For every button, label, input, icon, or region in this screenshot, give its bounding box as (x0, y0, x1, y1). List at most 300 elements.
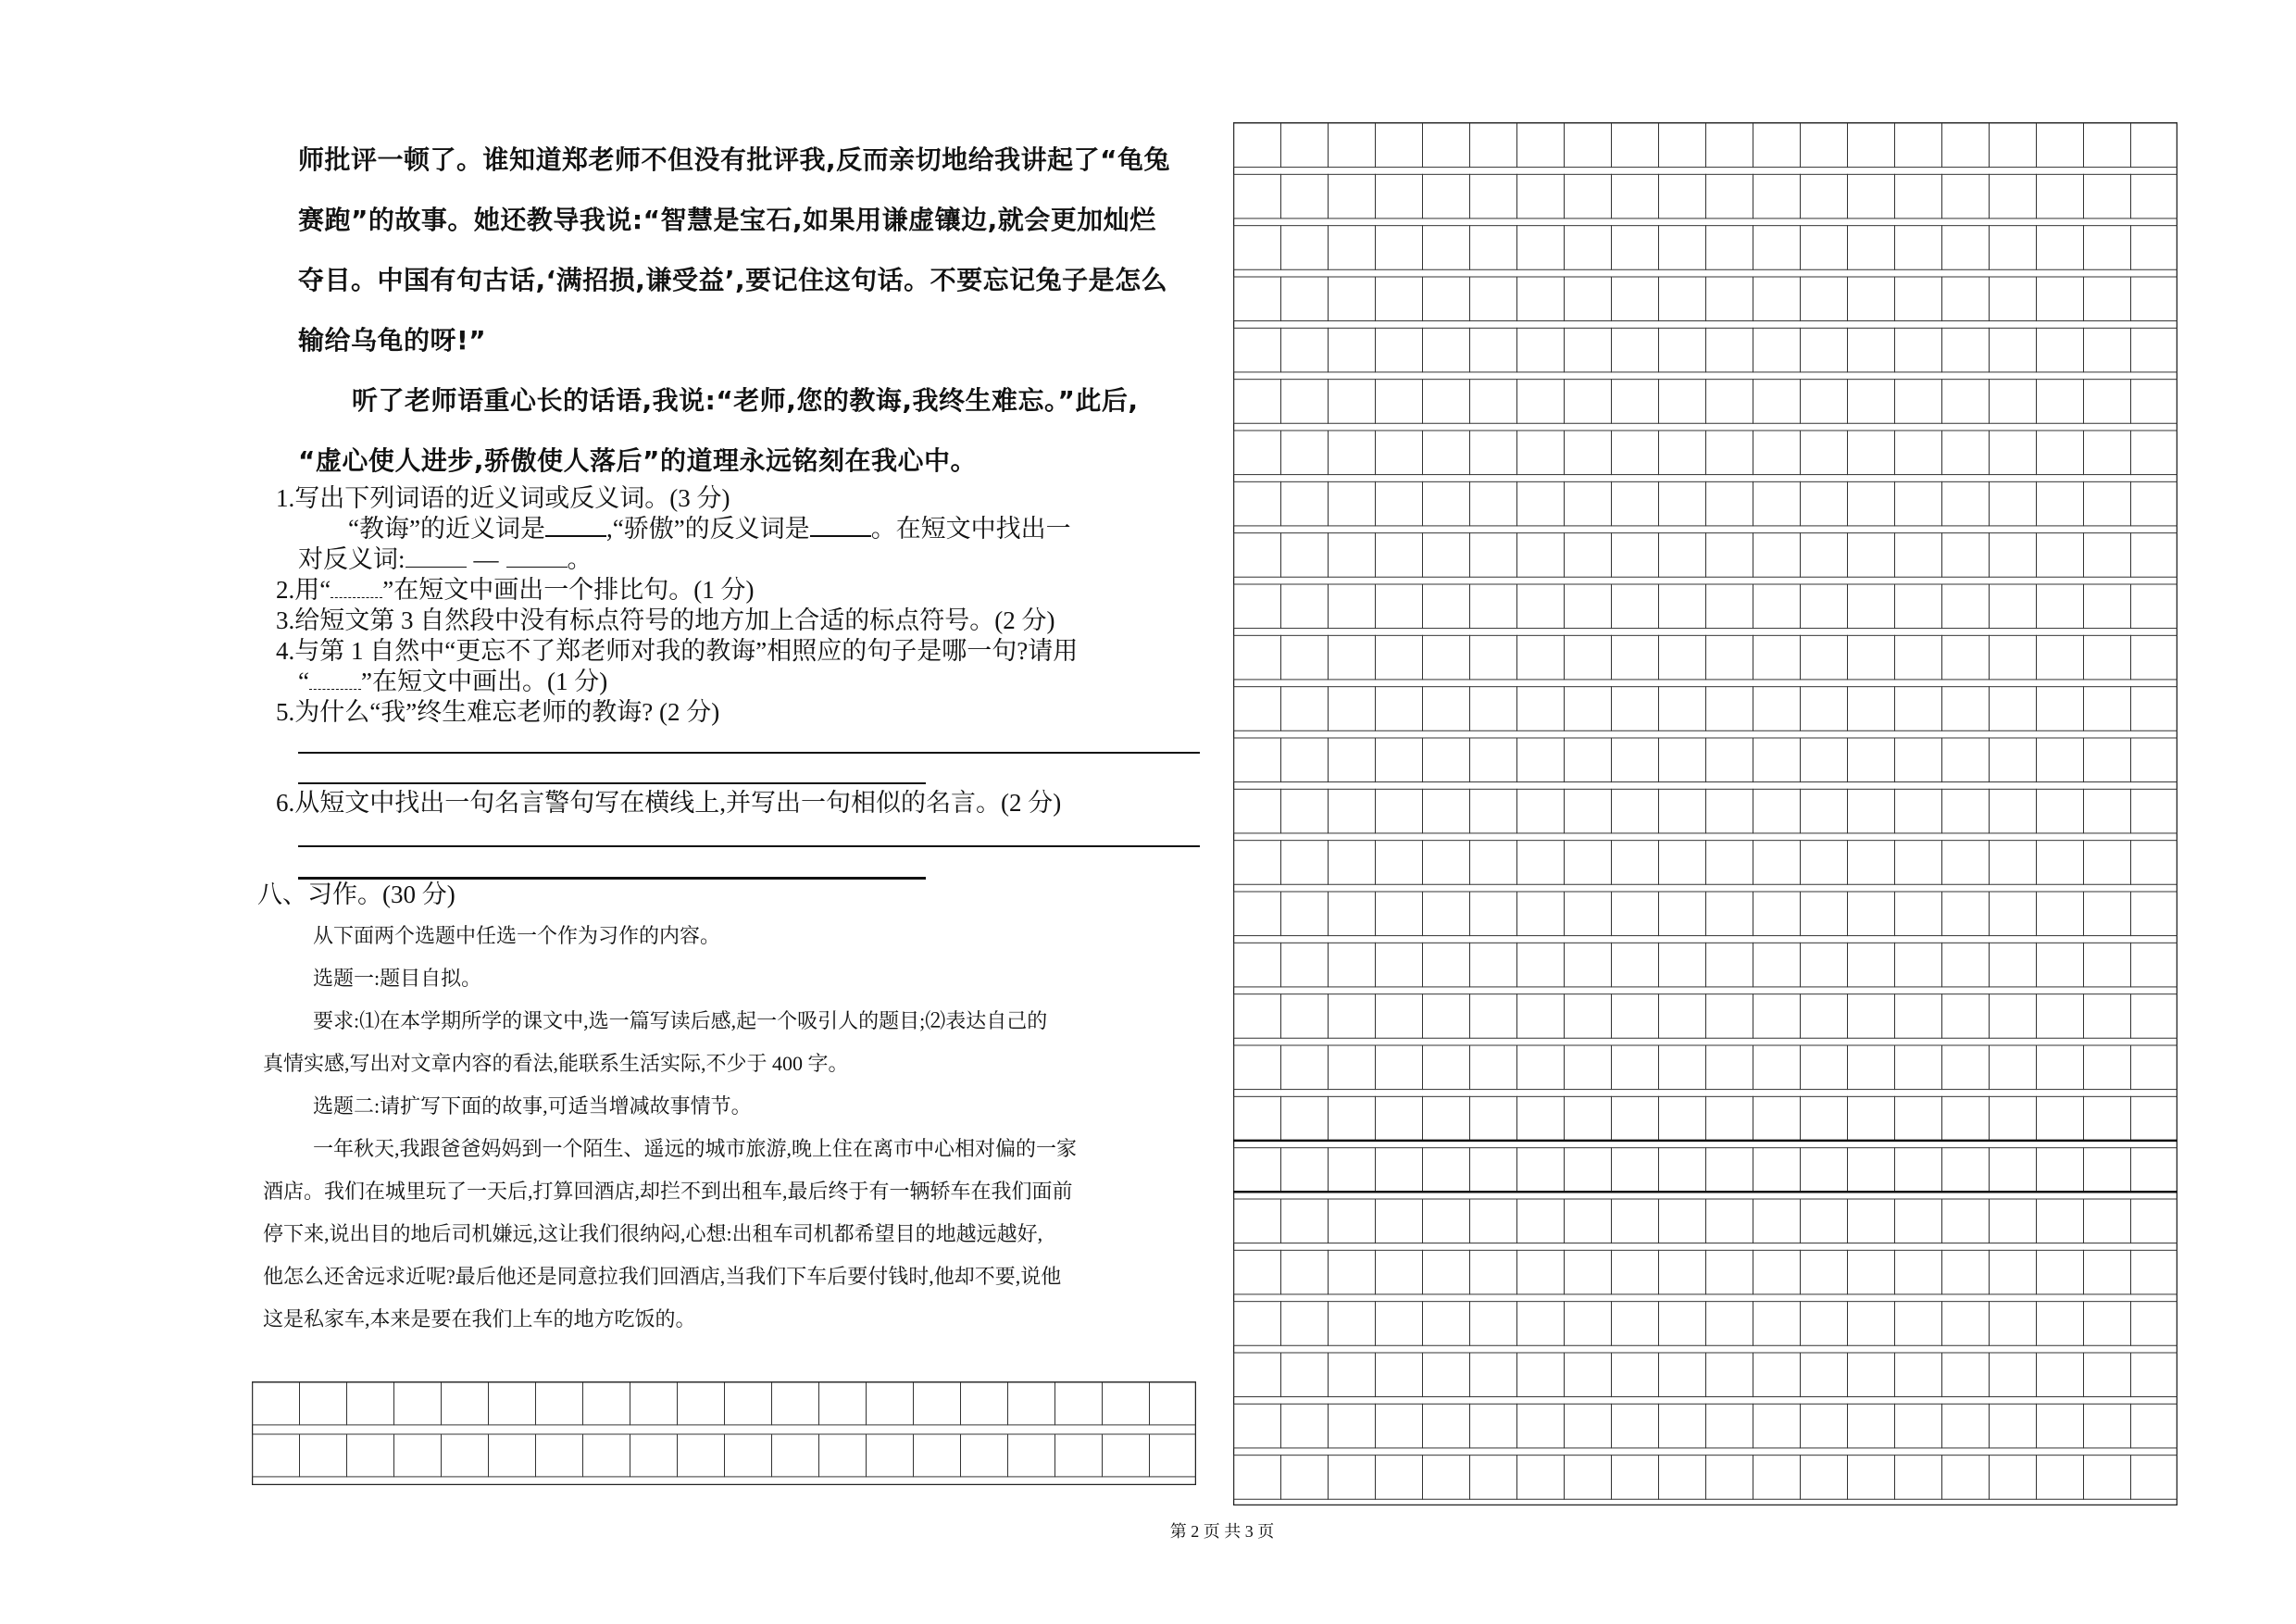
grid-cell (1329, 892, 1376, 936)
grid-cell (1329, 277, 1376, 321)
grid-cell (1376, 1096, 1423, 1141)
grid-cell (1753, 123, 1801, 168)
grid-cell (300, 1382, 347, 1425)
grid-cell (2037, 1250, 2084, 1294)
grid-cell (1895, 380, 1942, 424)
grid-cell (1848, 328, 1895, 372)
grid-cell (1376, 892, 1423, 936)
grid-cell (1376, 1250, 1423, 1294)
grid-cell (1895, 1045, 1942, 1090)
grid-cell (1990, 892, 2037, 936)
grid-cell (1470, 943, 1517, 987)
grid-cell (1470, 533, 1517, 578)
grid-cell (2084, 1096, 2131, 1141)
grid-cell (347, 1382, 394, 1425)
grid-cell (1376, 328, 1423, 372)
grid-cell (1470, 738, 1517, 782)
answer-line[interactable] (298, 752, 1200, 754)
grid-cell (1612, 738, 1659, 782)
grid-cell (1895, 123, 1942, 168)
grid-cell (1990, 1096, 2037, 1141)
grid-cell (1848, 174, 1895, 219)
grid-cell (2037, 1148, 2084, 1193)
underline-mark (309, 668, 361, 690)
grid-cell (1706, 174, 1753, 219)
grid-cell (2084, 226, 2131, 270)
grid-cell (1565, 1455, 1612, 1500)
grid-cell (2037, 123, 2084, 168)
grid-cell (1848, 1250, 1895, 1294)
question-6-block (276, 788, 1202, 818)
grid-cell (1423, 738, 1470, 782)
grid-cell (1565, 738, 1612, 782)
grid-cell (1234, 584, 1281, 629)
grid-cell (253, 1382, 300, 1425)
grid-cell (1895, 174, 1942, 219)
grid-cell (1470, 1096, 1517, 1141)
grid-cell (2084, 635, 2131, 680)
grid-cell (1612, 277, 1659, 321)
question-text: 。在短文中找出一 (870, 515, 1071, 543)
grid-cell (1801, 1250, 1848, 1294)
grid-cell (1659, 994, 1706, 1039)
grid-cell (1706, 123, 1753, 168)
grid-cell (1281, 1404, 1329, 1448)
grid-cell (1376, 943, 1423, 987)
question-text: 对反义词: (298, 545, 406, 573)
grid-cell (300, 1434, 347, 1477)
grid-cell (1895, 892, 1942, 936)
grid-cell (1234, 1045, 1281, 1090)
grid-cell (1659, 380, 1706, 424)
grid-cell (1990, 994, 2037, 1039)
grid-cell (1234, 994, 1281, 1039)
grid-cell (1329, 123, 1376, 168)
grid-cell (1612, 1455, 1659, 1500)
grid-cell (819, 1434, 867, 1477)
grid-cell (867, 1382, 914, 1425)
grid-cell (1565, 1045, 1612, 1090)
grid-cell (1990, 174, 2037, 219)
grid-cell (2084, 1302, 2131, 1346)
grid-cell (2131, 789, 2178, 833)
grid-cell (1281, 1045, 1329, 1090)
grid-cell (1234, 789, 1281, 833)
grid-cell (2037, 1045, 2084, 1090)
grid-cell (253, 1434, 300, 1477)
grid-cell (1234, 1353, 1281, 1397)
grid-cell (1329, 1302, 1376, 1346)
grid-cell (1753, 328, 1801, 372)
grid-cell (1150, 1382, 1197, 1425)
grid-cell (1753, 1455, 1801, 1500)
answer-blank[interactable] (810, 515, 871, 537)
grid-cell (1234, 1455, 1281, 1500)
grid-cell (1612, 533, 1659, 578)
grid-cell (2131, 687, 2178, 731)
grid-cell (1234, 431, 1281, 475)
grid-cell (1801, 380, 1848, 424)
grid-cell (1659, 789, 1706, 833)
grid-cell (1565, 481, 1612, 526)
grid-cell (2037, 1302, 2084, 1346)
grid-cell (1470, 1148, 1517, 1193)
grid-cell (2084, 841, 2131, 885)
grid-cell (1942, 584, 1990, 629)
grid-cell (772, 1382, 819, 1425)
grid-cell (1423, 1045, 1470, 1090)
grid-cell (2037, 1096, 2084, 1141)
grid-cell (1942, 1096, 1990, 1141)
grid-cell (1706, 738, 1753, 782)
section-heading: 八、习作。(30 分) (257, 881, 455, 908)
grid-cell (1659, 738, 1706, 782)
grid-cell (1517, 481, 1565, 526)
grid-cell (1706, 635, 1753, 680)
grid-cell (1565, 687, 1612, 731)
grid-cell (1659, 635, 1706, 680)
composition-line: 他怎么还舍远求近呢?最后他还是同意拉我们回酒店,当我们下车后要付钱时,他却不要,说他 (263, 1265, 1062, 1288)
grid-cell (1990, 1199, 2037, 1243)
grid-cell (772, 1434, 819, 1477)
grid-cell (2037, 994, 2084, 1039)
grid-cell (1612, 994, 1659, 1039)
grid-cell (1234, 481, 1281, 526)
grid-cell (1470, 481, 1517, 526)
grid-cell (1942, 1045, 1990, 1090)
grid-cell (1942, 841, 1990, 885)
grid-cell (1470, 1404, 1517, 1448)
grid-cell (1517, 635, 1565, 680)
grid-cell (1234, 277, 1281, 321)
grid-cell (2131, 841, 2178, 885)
grid-cell (1612, 123, 1659, 168)
grid-cell (1753, 635, 1801, 680)
grid-cell (1659, 533, 1706, 578)
grid-cell (1423, 380, 1470, 424)
grid-cell (1895, 841, 1942, 885)
grid-cell (1423, 1455, 1470, 1500)
grid-cell (1234, 943, 1281, 987)
grid-cell (1281, 892, 1329, 936)
grid-cell (1706, 994, 1753, 1039)
grid-cell (2131, 1250, 2178, 1294)
grid-cell (1376, 277, 1423, 321)
grid-cell (1470, 1302, 1517, 1346)
question-text: 。 (567, 545, 593, 573)
grid-cell (1329, 174, 1376, 219)
grid-cell (2037, 1353, 2084, 1397)
grid-cell (1470, 431, 1517, 475)
grid-cell (1055, 1434, 1103, 1477)
grid-cell (1234, 174, 1281, 219)
grid-cell (1565, 1353, 1612, 1397)
grid-cell (1329, 584, 1376, 629)
grid-cell (1895, 277, 1942, 321)
grid-cell (2131, 1455, 2178, 1500)
grid-cell (1423, 841, 1470, 885)
passage-line: “虚心使人进步,骄傲使人落后”的道理永远铭刻在我心中。 (298, 445, 977, 476)
grid-cell (1612, 1148, 1659, 1193)
grid-cell (2084, 328, 2131, 372)
grid-cell (2084, 431, 2131, 475)
grid-cell (2131, 277, 2178, 321)
question-1-body (276, 514, 1202, 544)
grid-cell (1848, 481, 1895, 526)
grid-cell (2131, 1148, 2178, 1193)
grid-cell (1895, 431, 1942, 475)
grid-cell (1942, 892, 1990, 936)
grid-cell (2131, 226, 2178, 270)
grid-cell (1848, 738, 1895, 782)
grid-cell (1565, 226, 1612, 270)
grid-cell (1470, 687, 1517, 731)
grid-cell (1565, 1302, 1612, 1346)
dash-glyph: — (473, 545, 499, 573)
grid-cell (1801, 1404, 1848, 1448)
writing-grid-right[interactable] (1233, 122, 2177, 1505)
grid-cell (1517, 1302, 1565, 1346)
grid-cell (1612, 174, 1659, 219)
grid-cell (2084, 533, 2131, 578)
grid-cell (1612, 431, 1659, 475)
grid-cell (1281, 687, 1329, 731)
question-4: 4.与第 1 自然中“更忘不了郑老师对我的教诲”相照应的句子是哪一句?请用 (276, 637, 1079, 665)
grid-cell (1848, 892, 1895, 936)
grid-cell (1942, 380, 1990, 424)
grid-cell (1848, 380, 1895, 424)
grid-cell (1942, 1404, 1990, 1448)
grid-cell (1848, 226, 1895, 270)
grid-cell (1848, 1302, 1895, 1346)
grid-cell (1565, 328, 1612, 372)
grid-cell (1008, 1382, 1055, 1425)
grid-cell (1376, 687, 1423, 731)
grid-cell (1990, 738, 2037, 782)
grid-cell (2084, 1045, 2131, 1090)
grid-cell (1234, 1096, 1281, 1141)
grid-cell (2084, 1455, 2131, 1500)
grid-cell (1329, 533, 1376, 578)
grid-cell (1612, 892, 1659, 936)
grid-cell (1470, 226, 1517, 270)
grid-cell (1517, 431, 1565, 475)
grid-cell (1753, 584, 1801, 629)
grid-cell (1990, 431, 2037, 475)
grid-cell (1329, 380, 1376, 424)
grid-cell (1376, 1302, 1423, 1346)
grid-cell (1848, 277, 1895, 321)
grid-cell (1281, 533, 1329, 578)
grid-cell (1281, 1302, 1329, 1346)
composition-line: 从下面两个选题中任选一个作为习作的内容。 (313, 924, 721, 947)
grid-cell (1612, 687, 1659, 731)
grid-cell (2131, 1404, 2178, 1448)
grid-cell (1753, 277, 1801, 321)
grid-cell (1990, 943, 2037, 987)
grid-cell (1565, 380, 1612, 424)
grid-cell (2084, 943, 2131, 987)
answer-blank[interactable] (545, 515, 606, 537)
grid-cell (1281, 789, 1329, 833)
grid-cell (2037, 481, 2084, 526)
grid-cell (1281, 943, 1329, 987)
grid-cell (725, 1382, 772, 1425)
grid-cell (1234, 380, 1281, 424)
grid-cell (1895, 1404, 1942, 1448)
grid-cell (1281, 994, 1329, 1039)
grid-cell (1565, 123, 1612, 168)
grid-cell (1801, 1199, 1848, 1243)
grid-cell (1234, 635, 1281, 680)
grid-cell (394, 1382, 442, 1425)
grid-cell (1565, 533, 1612, 578)
grid-cell (1895, 328, 1942, 372)
grid-cell (1517, 1353, 1565, 1397)
grid-cell (2037, 841, 2084, 885)
grid-cell (2131, 533, 2178, 578)
grid-cell (1517, 1455, 1565, 1500)
grid-cell (1565, 635, 1612, 680)
grid-cell (1753, 431, 1801, 475)
grid-cell (1470, 1045, 1517, 1090)
grid-cell (1281, 1148, 1329, 1193)
composition-line: 酒店。我们在城里玩了一天后,打算回酒店,却拦不到出租车,最后终于有一辆轿车在我们面前 (263, 1180, 1073, 1203)
grid-cell (2084, 174, 2131, 219)
grid-cell (1990, 1045, 2037, 1090)
grid-cell (1659, 1199, 1706, 1243)
grid-cell (1706, 1045, 1753, 1090)
grid-cell (2131, 943, 2178, 987)
grid-cell (1565, 431, 1612, 475)
grid-cell (2037, 1404, 2084, 1448)
grid-cell (2037, 789, 2084, 833)
grid-cell (1942, 1199, 1990, 1243)
answer-line[interactable] (298, 845, 1200, 847)
answer-line[interactable] (298, 782, 926, 784)
grid-cell (1848, 943, 1895, 987)
grid-cell (2084, 123, 2131, 168)
grid-cell (1329, 328, 1376, 372)
grid-cell (2037, 174, 2084, 219)
grid-cell (1234, 687, 1281, 731)
grid-cell (1565, 1199, 1612, 1243)
grid-cell (2131, 1096, 2178, 1141)
grid-cell (1942, 1455, 1990, 1500)
grid-cell (1470, 789, 1517, 833)
grid-cell (2131, 174, 2178, 219)
grid-cell (1659, 328, 1706, 372)
grid-cell (1423, 1404, 1470, 1448)
grid-cell (1234, 738, 1281, 782)
grid-cell (1376, 1455, 1423, 1500)
grid-cell (1150, 1434, 1197, 1477)
grid-cell (1470, 328, 1517, 372)
grid-cell (1612, 1096, 1659, 1141)
grid-cell (1753, 481, 1801, 526)
grid-cell (961, 1434, 1008, 1477)
writing-grid-left[interactable] (252, 1381, 1196, 1485)
grid-cell (1612, 841, 1659, 885)
grid-cell (1801, 1148, 1848, 1193)
grid-cell (1990, 1455, 2037, 1500)
grid-cell (1659, 481, 1706, 526)
grid-cell (1517, 533, 1565, 578)
grid-cell (1281, 1353, 1329, 1397)
grid-cell (1848, 1455, 1895, 1500)
grid-cell (1517, 841, 1565, 885)
composition-line: 选题二:请扩写下面的故事,可适当增减故事情节。 (313, 1094, 752, 1118)
grid-cell (2084, 584, 2131, 629)
grid-cell (1990, 635, 2037, 680)
grid-cell (1895, 943, 1942, 987)
grid-cell (1848, 1096, 1895, 1141)
grid-cell (2131, 123, 2178, 168)
grid-cell (1706, 1353, 1753, 1397)
grid-cell (1895, 481, 1942, 526)
grid-cell (1659, 226, 1706, 270)
grid-cell (1234, 533, 1281, 578)
grid-cell (1329, 687, 1376, 731)
grid-cell (1376, 226, 1423, 270)
grid-cell (1376, 841, 1423, 885)
grid-cell (1423, 584, 1470, 629)
grid-cell (1753, 738, 1801, 782)
grid-cell (1376, 1199, 1423, 1243)
grid-cell (1423, 481, 1470, 526)
grid-cell (1706, 1096, 1753, 1141)
grid-cell (2131, 892, 2178, 936)
composition-line: 真情实感,写出对文章内容的看法,能联系生活实际,不少于 400 字。 (263, 1052, 849, 1075)
grid-cell (1706, 1250, 1753, 1294)
grid-cell (1895, 738, 1942, 782)
answer-blank[interactable] (506, 546, 568, 568)
grid-cell (1376, 431, 1423, 475)
composition-line: 要求:⑴在本学期所学的课文中,选一篇写读后感,起一个吸引人的题目;⑵表达自己的 (313, 1009, 1048, 1032)
question-1-body (276, 544, 1202, 575)
grid-cell (1848, 789, 1895, 833)
grid-cell (2084, 1148, 2131, 1193)
grid-cell (1990, 1250, 2037, 1294)
grid-cell (1801, 123, 1848, 168)
grid-cell (1376, 1045, 1423, 1090)
grid-cell (2037, 1199, 2084, 1243)
grid-cell (1848, 584, 1895, 629)
grid-cell (1801, 431, 1848, 475)
grid-cell (678, 1382, 725, 1425)
grid-cell (442, 1434, 489, 1477)
grid-cell (2037, 1455, 2084, 1500)
grid-cell (1942, 123, 1990, 168)
grid-cell (1517, 174, 1565, 219)
grid-cell (1565, 277, 1612, 321)
grid-cell (2037, 533, 2084, 578)
grid-cell (1659, 892, 1706, 936)
grid-cell (1895, 1096, 1942, 1141)
grid-cell (347, 1434, 394, 1477)
answer-blank[interactable] (406, 546, 467, 568)
grid-cell (1281, 738, 1329, 782)
question-2 (276, 575, 1202, 606)
grid-cell (1281, 1250, 1329, 1294)
grid-cell (1329, 481, 1376, 526)
grid-cell (1281, 841, 1329, 885)
grid-cell (1565, 1250, 1612, 1294)
question-3: 3.给短文第 3 自然段中没有标点符号的地方加上合适的标点符号。(2 分) (276, 606, 1055, 634)
grid-cell (1659, 687, 1706, 731)
grid-cell (1801, 584, 1848, 629)
grid-cell (1848, 635, 1895, 680)
